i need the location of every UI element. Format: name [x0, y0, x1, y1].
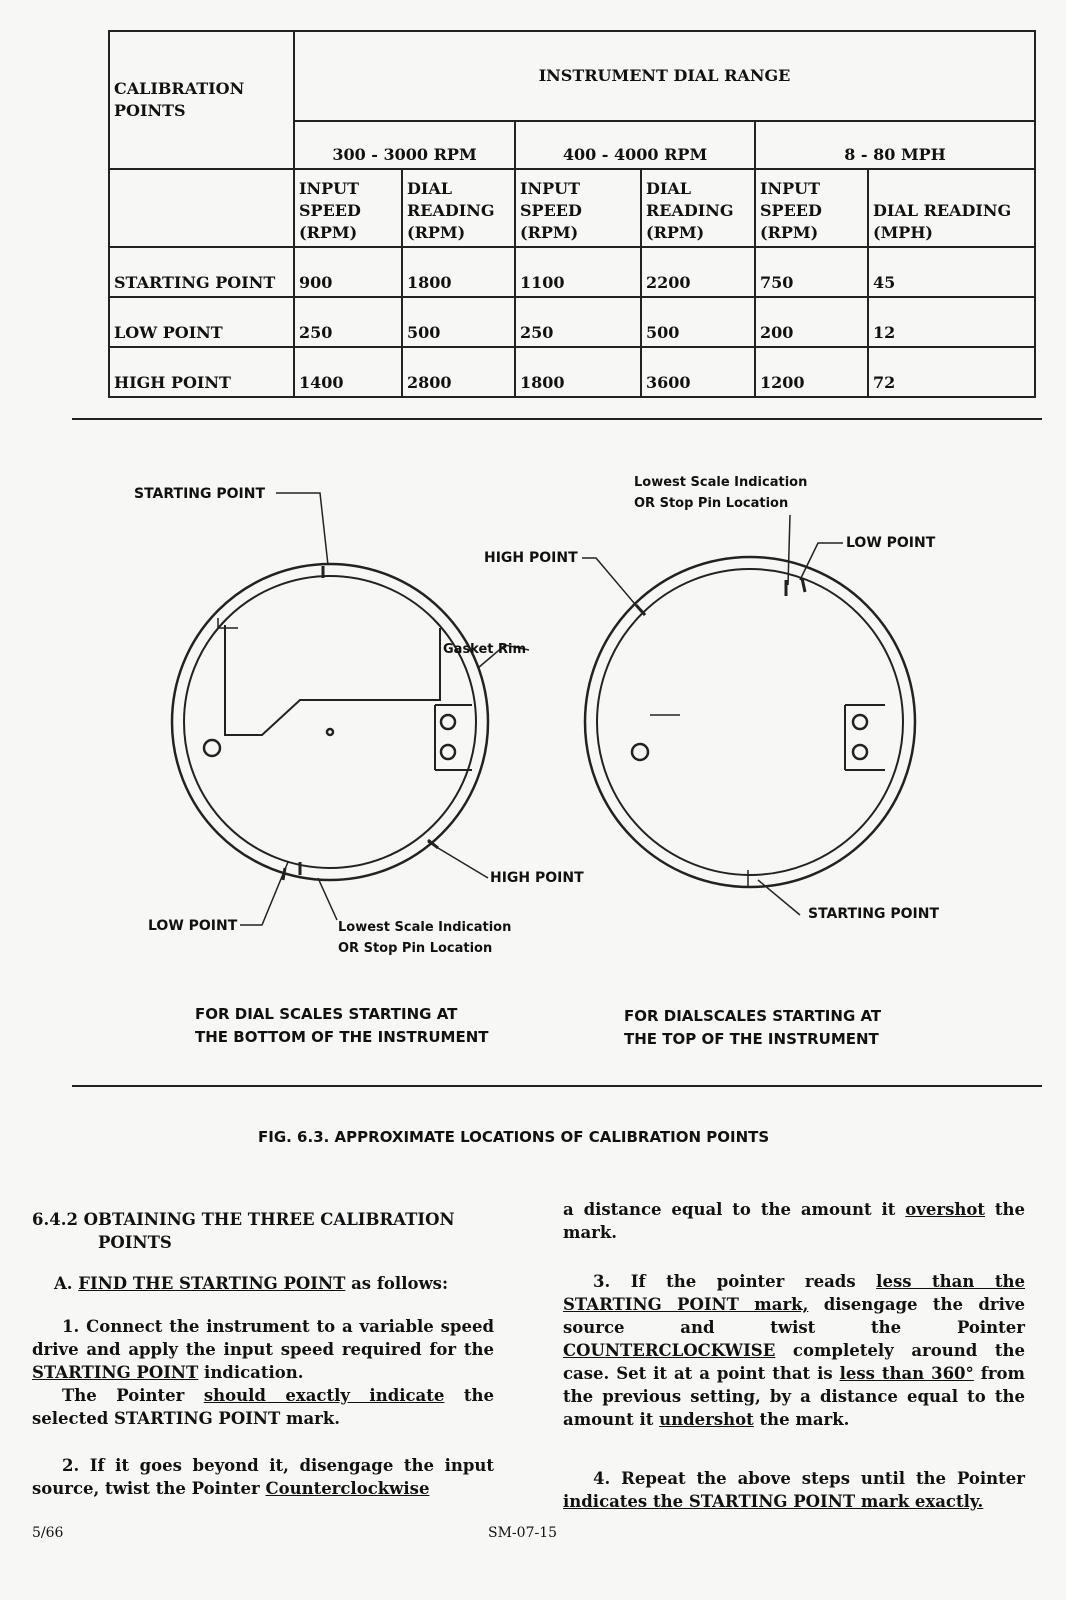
- text: The Pointer: [62, 1386, 185, 1405]
- right-low-point-label: LOW POINT: [846, 535, 936, 551]
- cell: 2800: [402, 347, 515, 397]
- right-caption-line1: FOR DIALSCALES STARTING AT: [624, 1007, 882, 1025]
- step-title-tail: as follows:: [351, 1274, 449, 1293]
- text: undershot: [659, 1410, 754, 1429]
- cell: 250: [515, 297, 641, 347]
- range-header: 400 - 4000 RPM: [515, 121, 755, 169]
- right-starting-point-label: STARTING POINT: [808, 906, 940, 922]
- text: overshot: [905, 1200, 985, 1219]
- col-header: DIAL READING (RPM): [402, 169, 515, 247]
- row-label: STARTING POINT: [109, 247, 294, 297]
- cell: 2200: [641, 247, 755, 297]
- figure-caption: FIG. 6.3. APPROXIMATE LOCATIONS OF CALIBRATION POINTS: [258, 1128, 770, 1146]
- left-starting-point-label: STARTING POINT: [134, 486, 266, 502]
- left-stop-pin-label: OR Stop Pin Location: [338, 941, 493, 956]
- text: should exactly indicate: [203, 1386, 445, 1405]
- step-title: FIND THE STARTING POINT: [78, 1274, 346, 1293]
- left-column: [32, 1208, 494, 1514]
- right-lowest-scale-label: Lowest Scale Indication: [634, 475, 808, 490]
- cell: 200: [755, 297, 868, 347]
- text: less than 360°: [839, 1364, 974, 1383]
- cell: 3600: [641, 347, 755, 397]
- cell: 12: [868, 297, 1035, 347]
- text: completely around the case. Set it at a point that is: [563, 1341, 1026, 1383]
- left-caption-line1: FOR DIAL SCALES STARTING AT: [195, 1005, 458, 1023]
- col-header: INPUT SPEED (RPM): [755, 169, 868, 247]
- right-stop-pin-label: OR Stop Pin Location: [634, 496, 789, 511]
- row-header: CALIBRATION POINTS: [109, 31, 294, 169]
- cell: 250: [294, 297, 402, 347]
- table-title: INSTRUMENT DIAL RANGE: [294, 31, 1035, 121]
- left-gasket-rim-label: Gasket Rim: [443, 642, 527, 657]
- cell: 1800: [402, 247, 515, 297]
- right-column: [563, 1198, 1025, 1527]
- text: the mark.: [563, 1200, 1026, 1242]
- col-header: INPUT SPEED (RPM): [515, 169, 641, 247]
- text: 1. Connect the instrument to a variable speed drive and apply the input speed required for the: [32, 1317, 494, 1359]
- right-caption-line2: THE TOP OF THE INSTRUMENT: [624, 1030, 879, 1048]
- cell: 1400: [294, 347, 402, 397]
- step-letter: A.: [54, 1274, 73, 1293]
- left-dial: [172, 493, 529, 925]
- text: indicates the STARTING POINT mark exactly.: [563, 1492, 984, 1511]
- right-dial: [582, 515, 915, 915]
- text: disengage the drive source and twist the Pointer: [563, 1295, 1025, 1337]
- right-high-point-label: HIGH POINT: [484, 550, 578, 566]
- text: COUNTERCLOCKWISE: [563, 1341, 776, 1360]
- left-lowest-scale-label: Lowest Scale Indication: [338, 920, 512, 935]
- range-header: 8 - 80 MPH: [755, 121, 1035, 169]
- page-number: 5/66: [32, 1525, 64, 1541]
- text: Counterclockwise: [265, 1479, 430, 1498]
- paragraph-3: [563, 1270, 1025, 1431]
- col-header: DIAL READING (MPH): [868, 169, 1035, 247]
- text: from the previous setting, by a distance equal to the amount it: [563, 1364, 1025, 1429]
- text: the selected STARTING POINT mark.: [32, 1386, 494, 1428]
- col-header: INPUT SPEED (RPM): [294, 169, 402, 247]
- text: indication.: [204, 1363, 304, 1382]
- text: a distance equal to the amount it: [563, 1200, 896, 1219]
- cell: 1200: [755, 347, 868, 397]
- text: STARTING POINT: [32, 1363, 199, 1382]
- left-caption-line2: THE BOTTOM OF THE INSTRUMENT: [195, 1028, 489, 1046]
- text: 2. If it goes beyond it, disengage the input source, twist the Pointer: [32, 1456, 494, 1498]
- cell: 500: [641, 297, 755, 347]
- text: 4. Repeat the above steps until the Pointer: [593, 1469, 1025, 1488]
- document-code: SM-07-15: [488, 1525, 558, 1541]
- left-high-point-label: HIGH POINT: [490, 870, 584, 886]
- paragraph-1b: [32, 1384, 494, 1430]
- cell: 500: [402, 297, 515, 347]
- cell: 750: [755, 247, 868, 297]
- text: 3. If the pointer reads: [593, 1272, 856, 1291]
- cell: 1800: [515, 347, 641, 397]
- range-header: 300 - 3000 RPM: [294, 121, 515, 169]
- cell: 45: [868, 247, 1035, 297]
- row-label: LOW POINT: [109, 297, 294, 347]
- cell: 72: [868, 347, 1035, 397]
- paragraph-1: [32, 1315, 494, 1384]
- row-label: HIGH POINT: [109, 347, 294, 397]
- cell: 900: [294, 247, 402, 297]
- left-low-point-label: LOW POINT: [148, 918, 238, 934]
- text: the mark.: [759, 1410, 850, 1429]
- cell: 1100: [515, 247, 641, 297]
- paragraph-4: [563, 1467, 1025, 1513]
- text: less than the STARTING POINT mark,: [563, 1272, 1026, 1314]
- paragraph-2: [32, 1454, 494, 1500]
- section-heading: 6.4.2 OBTAINING THE THREE CALIBRATION POINTS: [32, 1210, 455, 1252]
- col-header: DIAL READING (RPM): [641, 169, 755, 247]
- paragraph-2-continued: [563, 1198, 1025, 1244]
